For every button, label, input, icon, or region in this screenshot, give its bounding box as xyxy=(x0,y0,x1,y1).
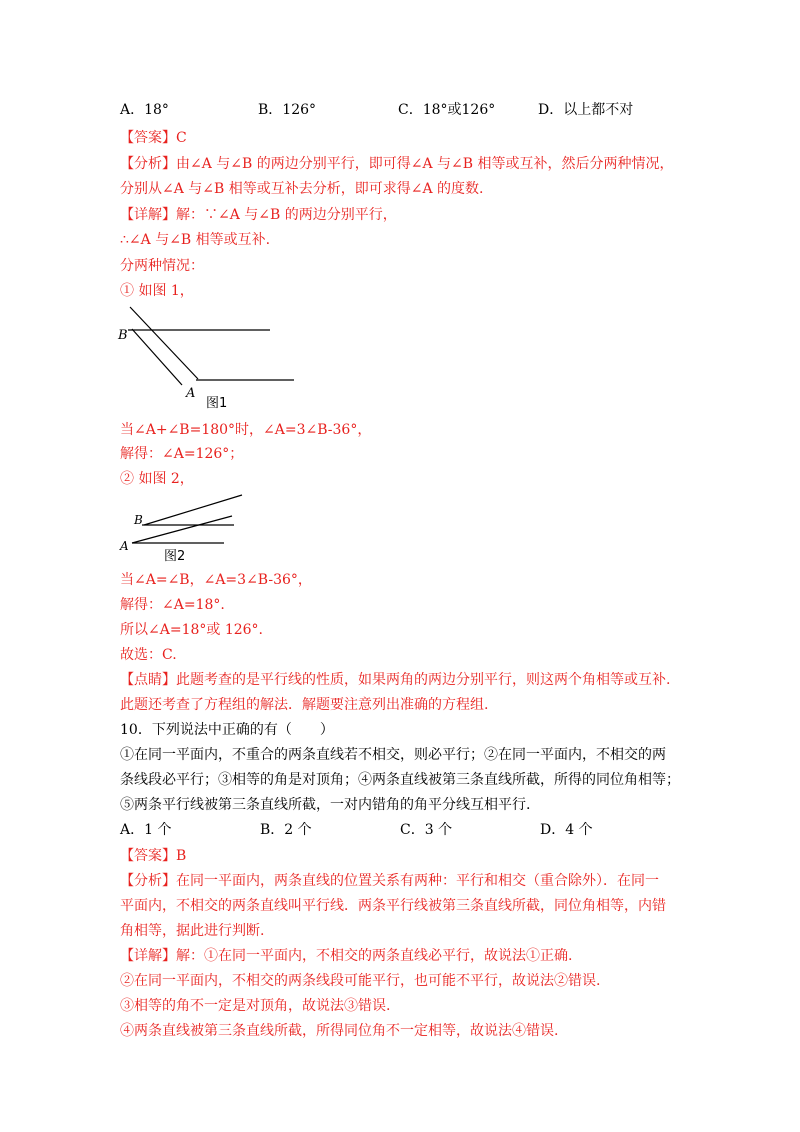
q10-statement-line-3: ⑤两条平行线被第三条直线所截，一对内错角的角平分线互相平行. xyxy=(120,797,531,813)
q10-option-b: B．2 个 xyxy=(260,822,312,838)
figure-1 xyxy=(116,305,306,411)
q9-option-b: B．126° xyxy=(258,102,317,118)
q9-detail-line-1: 【详解】解：∵∠A 与∠B 的两边分别平行， xyxy=(120,207,397,223)
q9-detail-line-5: 当∠A+∠B=180°时，∠A=3∠B-36°， xyxy=(120,422,372,438)
q9-detail-line-7: ② 如图 2， xyxy=(120,471,194,487)
q10-detail-line-4: ④两条直线被第三条直线所截，所得同位角不一定相等，故说法④错误. xyxy=(120,1023,559,1039)
q9-detail-line-10: 所以∠A=18°或 126°. xyxy=(120,622,264,638)
q9-detail-line-9: 解得：∠A=18°. xyxy=(120,597,225,613)
q9-answer: 【答案】C xyxy=(120,130,187,146)
fig1-label-b: B xyxy=(118,328,128,343)
q10-question: 10．下列说法中正确的有（ ） xyxy=(120,722,334,738)
q9-detail-line-2: ∴∠A 与∠B 相等或互补. xyxy=(120,232,271,248)
q10-analysis-line-3: 角相等，据此进行判断. xyxy=(120,923,265,939)
q9-detail-line-6: 解得：∠A=126°； xyxy=(120,446,244,462)
q9-detail-line-4: ① 如图 1， xyxy=(120,283,194,299)
figure-1-diagram xyxy=(116,305,306,411)
fig2-line-b-slant xyxy=(144,495,242,525)
q9-detail-line-11: 故选：C. xyxy=(120,647,177,663)
q10-analysis-line-2: 平面内，不相交的两条直线叫平行线．两条平行线被第三条直线所截，同位角相等，内错 xyxy=(120,898,666,914)
q10-option-d: D．4 个 xyxy=(540,822,593,838)
q9-analysis-line-1: 【分析】由∠A 与∠B 的两边分别平行，即可得∠A 与∠B 相等或互补，然后分两种情况， xyxy=(120,156,674,172)
fig2-label-a: A xyxy=(120,539,129,553)
q10-statement-line-2: 条线段必平行；③相等的角是对顶角；④两条直线被第三条直线所截，所得的同位角相等； xyxy=(120,772,680,788)
q10-analysis-line-1: 【分析】在同一平面内，两条直线的位置关系有两种：平行和相交（重合除外）．在同一 xyxy=(120,873,659,889)
q9-option-c: C．18°或126° xyxy=(398,102,496,118)
q9-comment-line-1: 【点睛】此题考查的是平行线的性质，如果两角的两边分别平行，则这两个角相等或互补. xyxy=(120,672,671,688)
fig1-label-a: A xyxy=(186,386,196,401)
q9-detail-line-8: 当∠A=∠B，∠A=3∠B-36°， xyxy=(120,572,312,588)
figure-2-diagram xyxy=(116,492,250,564)
fig1-line-b-slant xyxy=(130,307,198,379)
q9-analysis-line-2: 分别从∠A 与∠B 相等或互补去分析，即可求得∠A 的度数. xyxy=(120,181,484,197)
q9-option-a: A．18° xyxy=(120,102,169,118)
q10-detail-line-1: 【详解】解：①在同一平面内，不相交的两条直线必平行，故说法①正确. xyxy=(120,948,573,964)
fig1-caption: 图1 xyxy=(206,396,228,411)
q10-detail-line-3: ③相等的角不一定是对顶角，故说法③错误. xyxy=(120,998,391,1014)
q9-detail-line-3: 分两种情况： xyxy=(120,258,204,274)
fig2-caption: 图2 xyxy=(164,549,186,564)
q10-option-c: C．3 个 xyxy=(400,822,453,838)
q10-option-a: A．1 个 xyxy=(120,822,172,838)
q10-statement-line-1: ①在同一平面内，不重合的两条直线若不相交，则必平行；②在同一平面内，不相交的两 xyxy=(120,747,666,763)
q10-detail-line-2: ②在同一平面内，不相交的两条线段可能平行，也可能不平行，故说法②错误. xyxy=(120,973,601,989)
q9-option-d: D．以上都不对 xyxy=(538,102,634,118)
fig2-line-a-slant xyxy=(132,516,232,543)
q10-answer: 【答案】B xyxy=(120,848,187,864)
fig2-label-b: B xyxy=(134,513,143,527)
fig1-line-a-slant xyxy=(132,329,182,385)
figure-2 xyxy=(116,492,250,564)
q9-comment-line-2: 此题还考查了方程组的解法．解题要注意列出准确的方程组. xyxy=(120,697,489,713)
